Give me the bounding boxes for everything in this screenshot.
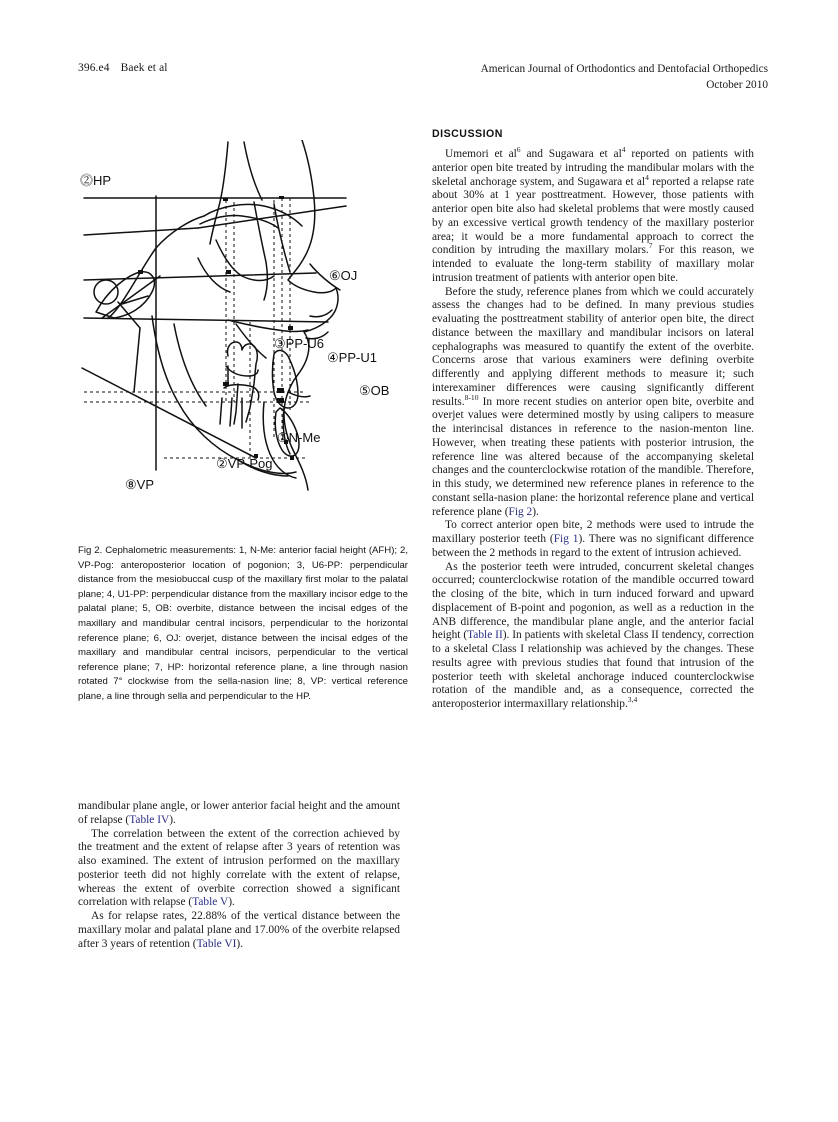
figure-label-hp [80, 170, 111, 189]
xref-table-vi[interactable]: Table VI [196, 937, 237, 950]
figure-label-vp-pog [216, 456, 272, 472]
paragraph-right-3-b: ). There was no significant difference between the 2 methods in regard to the extent of intrusion achieved. [432, 533, 754, 559]
citation-8-10[interactable]: 8-10 [464, 392, 479, 402]
xref-table-iv[interactable]: Table IV [129, 813, 170, 826]
figure-2 [78, 140, 408, 705]
paragraph-right-4-a: As the posterior teeth were intruded, concurrent skeletal changes occurred; counterclockwise rotation of the mandible occurred toward the closing of the bite, which in turn induced forward and upward displacement of B-point and pogonion, as well as a reduction in the ANB difference, the mandibular plane angle, and the anterior facial height ( [432, 560, 754, 642]
figure-label-oj [329, 268, 357, 284]
paragraph-left-1-a: mandibular plane angle, or lower anterior facial height and the amount of relapse ( [78, 800, 400, 826]
paragraph-left-2-a: The correlation between the extent of the correction achieved by the treatment and the extent of relapse after 3 years of retention was also examined. The extent of intrusion performed on the maxillary posterior teeth did not highly correlate with the extent of relapse, whereas the extent of overbite correction showed a significant correlation with relapse ( [78, 827, 400, 909]
paragraph-right-2-a: Before the study, reference planes from which we could accurately assess the changes had to be defined. In many previous studies evaluating the posttreatment stability of anterior open bite, the direct distance between the maxillary and mandibular incisors on lateral cephalographs was measured to quantify the extent of the overbite. Concerns arose that various examiners were defining overbite differently and applying different methods to measure it; such interexaminer differences were causing significantly different results. [432, 285, 754, 408]
citation-7[interactable]: 7 [648, 241, 653, 251]
paragraph-right-3 [432, 519, 754, 560]
paragraph-right-1-e: For this reason, we intended to evaluate the long-term stability of maxillary molar intrusion treatment of patients with anterior open bite. [432, 244, 754, 284]
figure-caption-label: Fig 2. [78, 545, 103, 556]
figure-label-marker-2: ② [216, 456, 228, 471]
figure-label-text-7: HP [93, 173, 112, 188]
paragraph-left-3 [78, 910, 400, 951]
running-head [78, 62, 768, 96]
xref-fig-1[interactable]: Fig 1 [553, 533, 579, 545]
figure-label-pp-u1 [327, 350, 377, 366]
paragraph-right-1 [432, 145, 754, 286]
figure-label-text-3: PP-U6 [285, 336, 324, 351]
figure-label-text-6: OJ [340, 268, 358, 283]
page-folio: 396.e4 [78, 62, 110, 74]
figure-label-vp [125, 477, 154, 493]
paragraph-left-1-b: ). [169, 813, 176, 826]
paragraph-right-1-a: Umemori et al [445, 148, 517, 160]
figure-caption [78, 544, 408, 705]
paragraph-right-1-d: reported a relapse rate about 30% at 1 year posttreatment. However, those patients with anterior open bite also had skeletal problems that were mostly caused by an excessive vertical growth tendency of the maxillary posterior area; it would be a more fundamental approach to correct the condition by intruding the maxillary molars. [432, 175, 754, 257]
paragraph-right-3-a: To correct anterior open bite, 2 methods were used to intrude the maxillary posterior teeth ( [432, 519, 754, 545]
right-column [432, 128, 754, 712]
cephalometric-tracing [78, 140, 408, 530]
paragraph-left-3-a: As for relapse rates, 22.88% of the vertical distance between the maxillary molar and palatal plane and 17.00% of the overbite relapsed after 3 years of retention ( [78, 910, 400, 950]
xref-fig-2[interactable]: Fig 2 [508, 505, 533, 518]
citation-6[interactable]: 6 [516, 145, 521, 155]
figure-label-marker-3: ③ [274, 336, 286, 351]
figure-label-marker-6: ⑥ [329, 268, 341, 283]
figure-label-text-2: VP-Pog [227, 456, 273, 471]
figure-label-text-1: N-Me [288, 430, 321, 445]
journal-title: American Journal of Orthodontics and Dentofacial Orthopedics [480, 63, 768, 75]
paragraph-left-2 [78, 828, 400, 911]
figure-label-marker-7: ⓶ [80, 173, 94, 188]
xref-table-ii[interactable]: Table II [467, 629, 503, 642]
running-head-authors: Baek et al [120, 62, 168, 74]
figure-label-text-8: VP [136, 477, 154, 492]
paragraph-right-2 [432, 286, 754, 520]
figure-label-marker-5: ⑤ [359, 383, 371, 398]
paragraph-left-2-b: ). [228, 896, 235, 909]
figure-label-marker-4: ④ [327, 350, 339, 365]
figure-caption-text: Cephalometric measurements: 1, N-Me: anterior facial height (AFH); 2, VP-Pog: anteroposterior location of pogonion; 3, U6-PP: perpendicular distance from the mesiobuccal cusp of the maxillary first molar to the palatal plane; 4, U1-PP: perpendicular distance from the maxillary incisor edge to the palatal plane; 5, OB: overbite, distance between the incisal edges of the maxillary and mandibular central incisors, perpendicular to the horizontal reference plane; 6, OJ: overjet, distance between the incisal edges of the maxillary and mandibular central incisors, perpendicular to the vertical reference plane; 7, HP: horizontal reference plane, a line through nasion rotated 7° clockwise from the sella-nasion line; 8, VP: vertical reference plane, a line through sella and perpendicular to the HP. [78, 545, 408, 702]
paragraph-left-3-b: ). [236, 937, 244, 950]
figure-label-pp-u6 [274, 336, 324, 352]
figure-label-text-4: PP-U1 [338, 350, 377, 365]
section-heading-discussion: DISCUSSION [432, 128, 503, 140]
issue-date: October 2010 [706, 78, 768, 91]
right-column-text [432, 145, 754, 712]
running-head-left [78, 62, 168, 74]
left-column-text [78, 800, 400, 951]
figure-label-marker-8: ⑧ [125, 477, 137, 492]
citation-4a[interactable]: 4 [621, 145, 626, 155]
figure-label-text-5: OB [370, 383, 390, 398]
figure-label-n-me [277, 430, 320, 446]
figure-label-ob [359, 383, 389, 399]
paragraph-right-2-c: ). [532, 505, 539, 518]
paragraph-left-1 [78, 800, 400, 828]
citation-4b[interactable]: 4 [645, 172, 649, 182]
xref-table-v[interactable]: Table V [192, 896, 229, 909]
paragraph-right-1-c: reported on patients with anterior open bite treated by intruding the mandibular molars with the skeletal anchorage system, and Sugawara et al [432, 148, 754, 188]
figure-label-marker-1: ① [277, 430, 289, 445]
paragraph-right-2-b: In more recent studies on anterior open bite, overbite and overjet values were determined mostly by using calipers to measure the interincisal distances in reference to the nasion-menton line. However, when treating these patients with posterior intrusion, the reference line was altered because of the accompanying skeletal changes and the counterclockwise rotation of the mandible. Therefore, in this study, we determined new reference planes in reference to the constant sella-nasion plane: the horizontal reference plane and vertical reference plane ( [432, 395, 754, 518]
paragraph-right-4 [432, 561, 754, 712]
paragraph-right-1-b: and Sugawara et al [520, 148, 622, 160]
paragraph-right-4-b: ). In patients with skeletal Class II tendency, correction to a skeletal Class I relationship was achieved by the changes. These results agree with previous studies that found that intrusion of the posterior teeth with skeletal anchorage induced counterclockwise rotation of the mandible and, as a consequence, corrected the anteroposterior intermaxillary relationship. [432, 629, 754, 710]
citation-3-4[interactable]: 3,4 [627, 695, 638, 705]
running-head-right [481, 62, 768, 93]
